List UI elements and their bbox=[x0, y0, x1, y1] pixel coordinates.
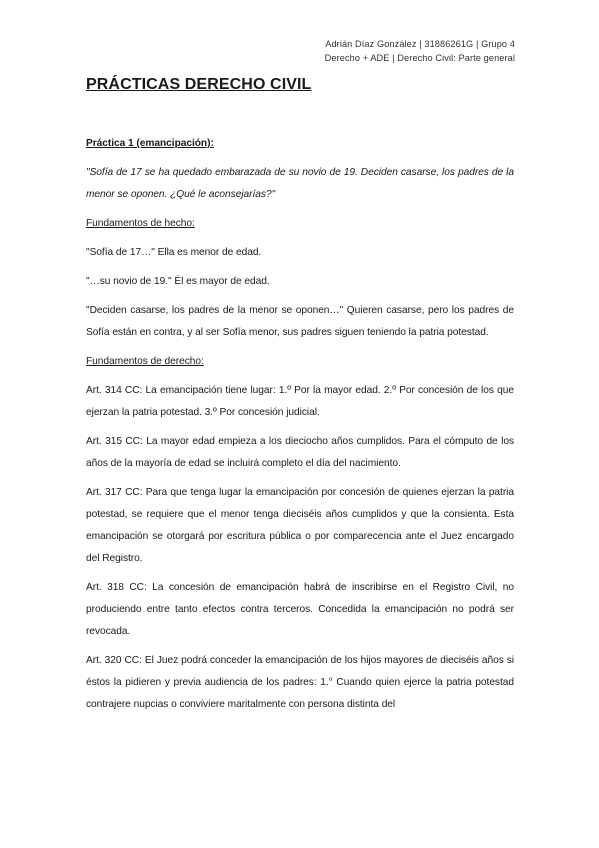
document-body bbox=[86, 133, 514, 723]
fact-item: "…su novio de 19." Él es mayor de edad. bbox=[86, 276, 270, 287]
law-article-317: Art. 317 CC: Para que tenga lugar la emancipación por concesión de quienes ejerzan la patria potestad, se requiere que el menor tenga dieciséis años cumplidos y que la consienta. Esta emancipación se otorgará por escritura pública o por comparecencia ante el Juez encargado del Registro. bbox=[86, 487, 514, 564]
law-article-315: Art. 315 CC: La mayor edad empieza a los dieciocho años cumplidos. Para el cómputo de los años de la mayoría de edad se incluirá completo el día del nacimiento. bbox=[86, 436, 514, 469]
practice-heading: Práctica 1 (emancipación): bbox=[86, 138, 214, 149]
facts-heading: Fundamentos de hecho: bbox=[86, 218, 195, 229]
law-article-318: Art. 318 CC: La concesión de emancipación habrá de inscribirse en el Registro Civil, no produciendo entre tanto efectos contra terceros. Concedida la emancipación no podrá ser revocada. bbox=[86, 582, 514, 637]
fact-item: "Sofía de 17…" Ella es menor de edad. bbox=[86, 247, 262, 258]
header-course-line: Derecho + ADE | Derecho Civil: Parte general bbox=[324, 53, 515, 63]
practice-statement: "Sofía de 17 se ha quedado embarazada de su novio de 19. Deciden casarse, los padres de la menor se oponen. ¿Qué le aconsejarías?" bbox=[86, 167, 514, 200]
law-heading: Fundamentos de derecho: bbox=[86, 356, 204, 367]
page-header bbox=[325, 37, 515, 65]
header-author-line: Adrián Díaz González | 31886261G | Grupo 4 bbox=[325, 39, 515, 49]
document-title: PRÁCTICAS DERECHO CIVIL bbox=[86, 76, 312, 93]
law-article-320: Art. 320 CC: El Juez podrá conceder la emancipación de los hijos mayores de dieciséis años si éstos la pidieren y previa audiencia de los padres: 1.° Cuando quien ejerce la patria potestad contrajere nupcias o conviviere maritalmente con persona distinta del bbox=[86, 655, 514, 710]
law-article-314: Art. 314 CC: La emancipación tiene lugar: 1.º Por la mayor edad. 2.º Por concesión de los que ejerzan la patria potestad. 3.º Por concesión judicial. bbox=[86, 385, 514, 418]
fact-item: "Deciden casarse, los padres de la menor se oponen…" Quieren casarse, pero los padres de Sofía están en contra, y al ser Sofía menor, sus padres siguen teniendo la patria potestad. bbox=[86, 305, 514, 338]
